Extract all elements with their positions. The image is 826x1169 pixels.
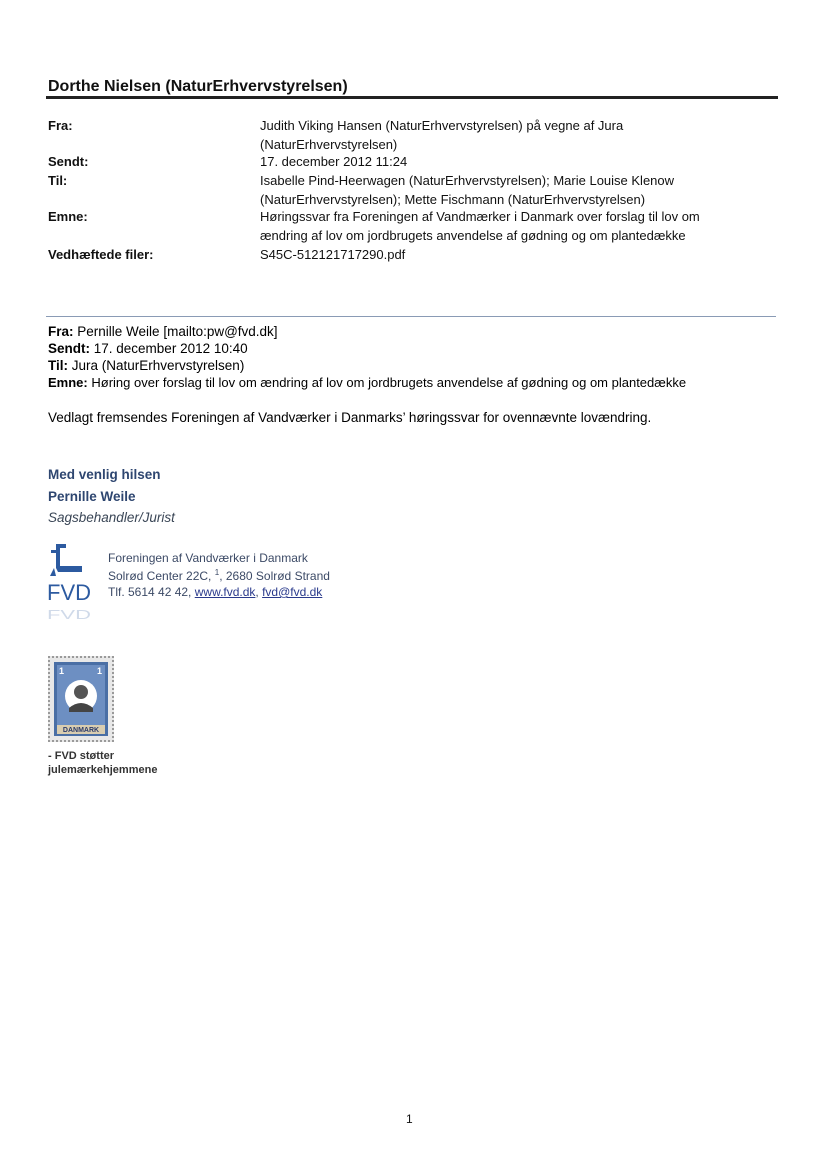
fwd-subject-label: Emne: (48, 375, 88, 390)
fwd-from-label: Fra: (48, 324, 74, 339)
attachments-label: Vedhæftede filer: (48, 247, 154, 262)
sent-value-line: 17. december 2012 11:24 (260, 154, 408, 169)
from-value (260, 116, 760, 154)
fwd-from (48, 324, 278, 339)
org-address (108, 568, 330, 583)
from-value-line: (NaturErhvervstyrelsen) (260, 137, 398, 152)
org-contact: Tlf. 5614 42 42, www.fvd.dk, fvd@fvd.dk (108, 585, 323, 599)
svg-text:FVD: FVD (47, 607, 91, 620)
fwd-to-value: Jura (NaturErhvervstyrelsen) (71, 358, 245, 373)
fvd-logo-icon (46, 540, 102, 620)
email-link[interactable]: fvd@fvd.dk (262, 585, 323, 599)
subject-value (260, 207, 760, 245)
to-value-line: (NaturErhvervstyrelsen); Mette Fischmann (NaturErhvervstyrelsen) (260, 192, 646, 207)
page-number: 1 (406, 1112, 413, 1126)
fvd-logo-text: FVD (47, 580, 91, 605)
fwd-sent-label: Sendt: (48, 341, 90, 356)
stamp-country: DANMARK (62, 727, 100, 734)
org-name: Foreningen af Vandværker i Danmark (108, 551, 308, 565)
signature-role: Sagsbehandler/Jurist (48, 510, 175, 525)
org-address-suffix: , 2680 Solrød Strand (219, 569, 330, 583)
subject-label: Emne: (48, 209, 88, 224)
org-address-prefix: Solrød Center 22C, (108, 569, 212, 583)
fwd-subject (48, 375, 686, 390)
sent-value (260, 152, 760, 171)
signature-name: Pernille Weile (48, 489, 136, 504)
stamp-value-right: 1 (97, 666, 103, 676)
to-value (260, 171, 760, 209)
attachments-value (260, 245, 760, 264)
fwd-from-value: Pernille Weile [mailto:pw@fvd.dk] (77, 324, 278, 339)
from-value-line: Judith Viking Hansen (NaturErhvervstyrelsen) på vegne af Jura (260, 118, 624, 133)
subject-value-line: ændring af lov om jordbrugets anvendelse af gødning og om plantedække (260, 228, 686, 243)
fwd-to-label: Til: (48, 358, 68, 373)
sent-label: Sendt: (48, 154, 89, 169)
fwd-sent-value: 17. december 2012 10:40 (93, 341, 248, 356)
fwd-subject-value: Høring over forslag til lov om ændring af lov om jordbrugets anvendelse af gødning og om plantedække (91, 375, 687, 390)
title-divider (46, 96, 778, 99)
christmas-stamp (48, 656, 114, 742)
stamp-value-left: 1 (59, 666, 65, 676)
body-text: Vedlagt fremsendes Foreningen af Vandværker i Danmarks’ høringssvar for ovennævnte lovændring. (48, 410, 652, 425)
from-label: Fra: (48, 118, 73, 133)
signature-greeting: Med venlig hilsen (48, 467, 161, 482)
stamp-caption-line2: julemærkehjemmene (48, 764, 158, 776)
website-link[interactable]: www.fvd.dk (194, 585, 256, 599)
fwd-sent (48, 341, 248, 356)
subject-value-line: Høringssvar fra Foreningen af Vandmærker i Danmark over forslag til lov om (260, 209, 700, 224)
org-address-sup: 1 (214, 568, 220, 577)
fwd-to (48, 358, 244, 373)
stamp-caption-line1: - FVD støtter (48, 750, 114, 762)
attachment-file: S45C-512121717290.pdf (260, 247, 406, 262)
to-value-line: Isabelle Pind-Heerwagen (NaturErhvervstyrelsen); Marie Louise Klenow (260, 173, 675, 188)
stamp-image-icon (50, 658, 112, 740)
forward-separator (46, 316, 776, 317)
to-label: Til: (48, 173, 68, 188)
org-phone: Tlf. 5614 42 42, (108, 585, 192, 599)
sender-title: Dorthe Nielsen (NaturErhvervstyrelsen) (48, 78, 348, 95)
